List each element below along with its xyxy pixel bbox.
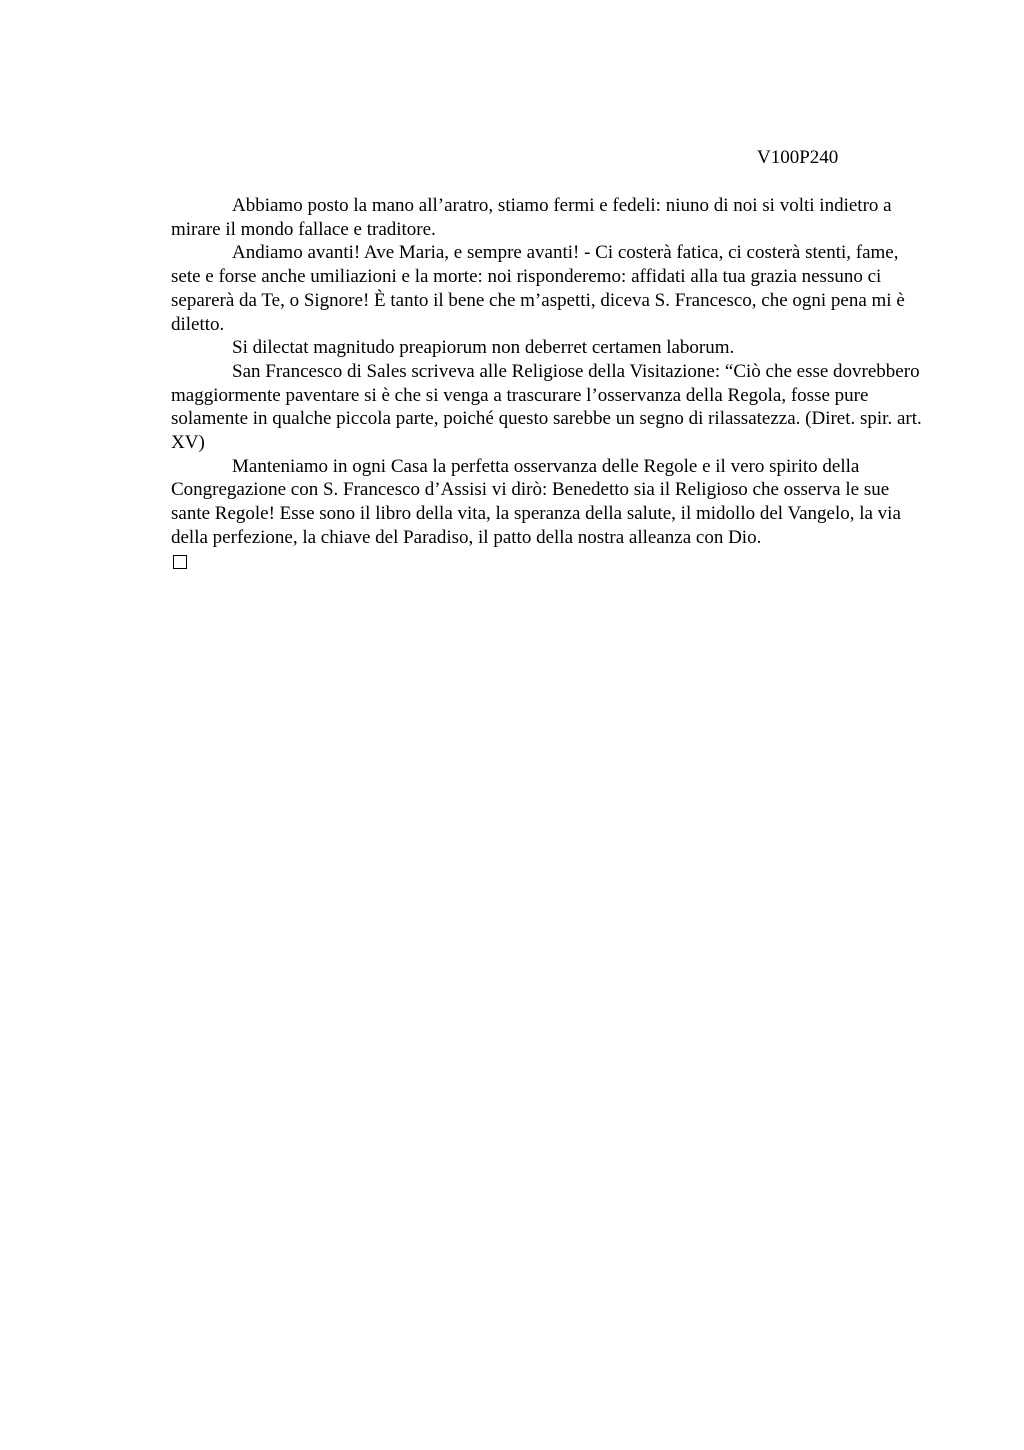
paragraph-4: San Francesco di Sales scriveva alle Religiose della Visitazione: “Ciò che esse dovrebbero maggiormente paventare si è che si venga a trascurare l’osservanza della Regola, fosse pure solamente in qualche piccola parte, poiché questo sarebbe un segno di rilassatezza. (Diret. spir. art. XV) (171, 360, 922, 454)
paragraph-1: Abbiamo posto la mano all’aratro, stiamo fermi e fedeli: niuno di noi si volti indietro a mirare il mondo fallace e traditore. (171, 195, 892, 240)
page-reference: V100P240 (757, 147, 839, 168)
paragraph-2: Andiamo avanti! Ave Maria, e sempre avanti! - Ci costerà fatica, ci costerà stenti, fame, sete e forse anche umiliazioni e la morte: noi risponderemo: affidati alla tua grazia nessuno ci separerà da Te, o Signore! È tanto il bene che m’aspetti, diceva S. Francesco, che ogni pena mi è diletto. (171, 242, 905, 335)
empty-square-icon (173, 555, 187, 569)
paragraph-5: Manteniamo in ogni Casa la perfetta osservanza delle Regole e il vero spirito della Congregazione con S. Francesco d’Assisi vi dirò: Benedetto sia il Religioso che osserva le sue sante Regole! Esse sono il libro della vita, la speranza della salute, il midollo del Vangelo, la via della perfezione, la chiave del Paradiso, il patto della nostra alleanza con Dio. (171, 455, 901, 548)
paragraph-3: Si dilectat magnitudo preapiorum non deberret certamen laborum. (232, 337, 735, 359)
document-body (171, 194, 923, 569)
